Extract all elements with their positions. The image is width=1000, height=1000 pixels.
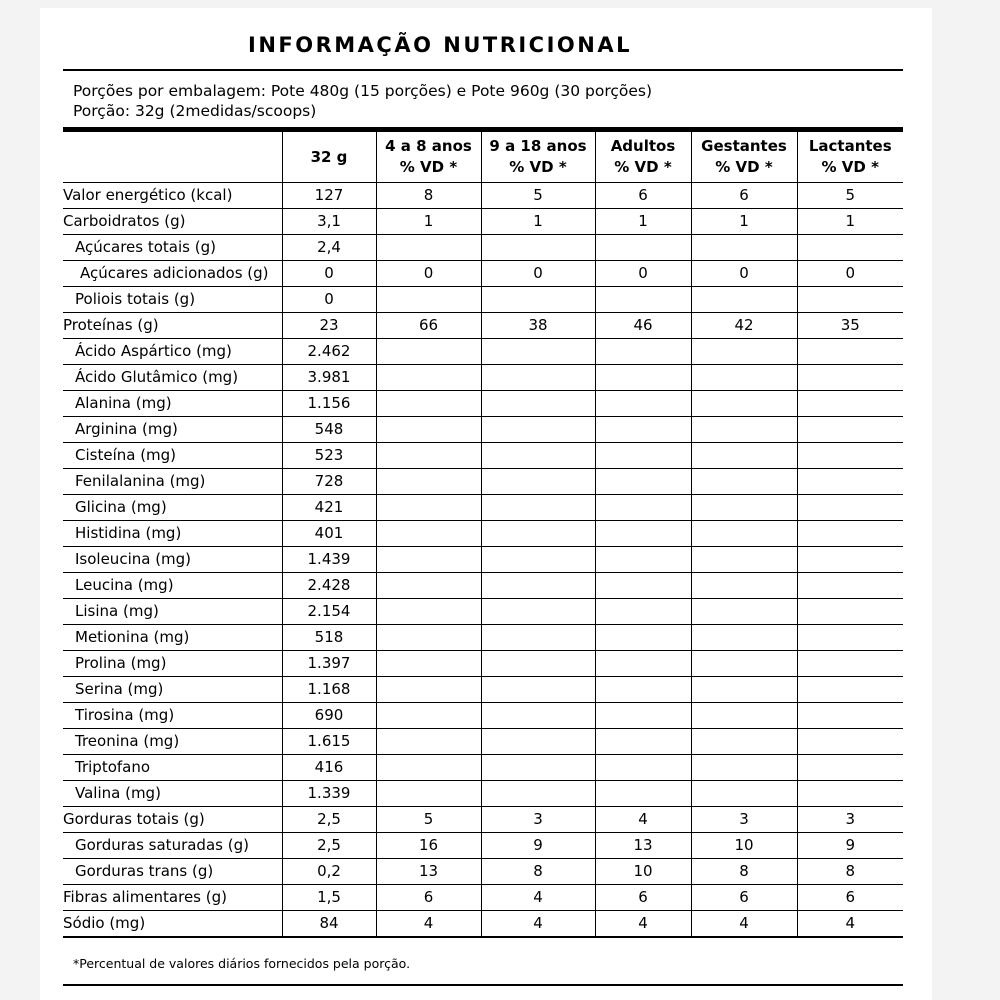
vd-value: 1 [595,209,691,235]
vd-value: 1 [797,209,903,235]
vd-value [376,625,481,651]
vd-value: 8 [481,859,595,885]
vd-value [797,729,903,755]
vd-value [481,339,595,365]
table-row [63,495,903,521]
vd-value: 13 [376,859,481,885]
vd-value [691,651,797,677]
vd-value [481,677,595,703]
portion-value: 1.439 [282,547,376,573]
vd-value [797,651,903,677]
header-pregnant [691,132,797,183]
table-row [63,729,903,755]
vd-value [797,547,903,573]
vd-value [797,391,903,417]
portions-info [73,81,652,121]
nutrient-label: Ácido Aspártico (mg) [63,339,282,365]
vd-value: 1 [481,209,595,235]
portion-value: 1.397 [282,651,376,677]
nutrient-label: Açúcares adicionados (g) [63,261,282,287]
header-pregnant-vd: % VD * [715,158,773,176]
portion-value: 2.462 [282,339,376,365]
table-row [63,859,903,885]
table-row [63,261,903,287]
nutrient-label: Alanina (mg) [63,391,282,417]
table-row [63,469,903,495]
vd-value: 42 [691,313,797,339]
table-row [63,625,903,651]
nutrient-label: Valor energético (kcal) [63,183,282,209]
vd-value [481,365,595,391]
table-row [63,287,903,313]
nutrient-label: Isoleucina (mg) [63,547,282,573]
vd-value [376,365,481,391]
vd-value: 6 [376,885,481,911]
table-row [63,547,903,573]
bottom-divider [63,984,903,986]
header-9-18-years-label: 9 a 18 anos [489,137,587,155]
portion-value: 3,1 [282,209,376,235]
vd-value [595,521,691,547]
table-row [63,573,903,599]
vd-value [797,235,903,261]
page-title: INFORMAÇÃO NUTRICIONAL [248,33,632,57]
header-9-18-years-vd: % VD * [509,158,567,176]
vd-value: 6 [595,183,691,209]
table-row [63,183,903,209]
nutrient-label: Serina (mg) [63,677,282,703]
nutrient-label: Açúcares totais (g) [63,235,282,261]
vd-value [691,599,797,625]
nutrient-label: Lisina (mg) [63,599,282,625]
vd-value: 10 [691,833,797,859]
vd-value [481,547,595,573]
nutrient-label: Gorduras saturadas (g) [63,833,282,859]
portion-value: 523 [282,443,376,469]
table-row [63,651,903,677]
vd-value [595,495,691,521]
table-row [63,521,903,547]
vd-value [376,599,481,625]
vd-value: 4 [595,911,691,938]
portion-value: 690 [282,703,376,729]
header-lactating-label: Lactantes [808,137,892,155]
vd-value [376,755,481,781]
vd-value [481,521,595,547]
portion-value: 2,5 [282,807,376,833]
portion-value: 0 [282,287,376,313]
vd-value [797,521,903,547]
vd-value [691,235,797,261]
vd-value: 4 [481,911,595,938]
vd-value: 1 [691,209,797,235]
vd-value [595,469,691,495]
vd-value [797,443,903,469]
vd-value [481,729,595,755]
vd-value [376,287,481,313]
portion-value: 1.156 [282,391,376,417]
table-row [63,781,903,807]
nutrient-label: Gorduras totais (g) [63,807,282,833]
vd-value [595,573,691,599]
vd-value: 4 [481,885,595,911]
vd-value [595,391,691,417]
vd-value [481,703,595,729]
nutrient-label: Poliois totais (g) [63,287,282,313]
vd-value [595,287,691,313]
vd-value: 0 [481,261,595,287]
nutrient-label: Carboidratos (g) [63,209,282,235]
vd-value [797,365,903,391]
nutrient-label: Leucina (mg) [63,573,282,599]
vd-value: 66 [376,313,481,339]
header-9-18-years [481,132,595,183]
vd-value: 4 [691,911,797,938]
vd-value [691,625,797,651]
vd-value [691,547,797,573]
vd-value [691,443,797,469]
vd-value: 8 [691,859,797,885]
portion-value: 3.981 [282,365,376,391]
portion-value: 23 [282,313,376,339]
vd-value [376,677,481,703]
table-row [63,833,903,859]
vd-value [376,651,481,677]
vd-value [376,443,481,469]
vd-value [376,391,481,417]
footnote: *Percentual de valores diários fornecidos pela porção. [73,956,411,971]
vd-value: 3 [691,807,797,833]
vd-value [691,391,797,417]
vd-value [797,573,903,599]
table-row [63,235,903,261]
table-row [63,703,903,729]
nutrient-label: Cisteína (mg) [63,443,282,469]
nutrient-label: Valina (mg) [63,781,282,807]
vd-value [797,703,903,729]
table-row [63,443,903,469]
table-row [63,885,903,911]
nutrient-label: Proteínas (g) [63,313,282,339]
nutrient-label: Gorduras trans (g) [63,859,282,885]
vd-value [595,729,691,755]
table-row [63,365,903,391]
portion-value: 84 [282,911,376,938]
header-4-8-years-vd: % VD * [399,158,458,176]
vd-value: 38 [481,313,595,339]
vd-value [481,417,595,443]
header-lactating-vd: % VD * [821,158,879,176]
table-row [63,599,903,625]
vd-value: 13 [595,833,691,859]
vd-value [481,391,595,417]
nutrient-label: Prolina (mg) [63,651,282,677]
vd-value [376,703,481,729]
vd-value [376,339,481,365]
header-lactating [797,132,903,183]
vd-value [797,495,903,521]
top-divider [63,69,903,71]
nutrient-label: Glicina (mg) [63,495,282,521]
vd-value: 10 [595,859,691,885]
vd-value: 0 [376,261,481,287]
vd-value [595,781,691,807]
vd-value [797,469,903,495]
vd-value [376,469,481,495]
vd-value: 4 [797,911,903,938]
vd-value [481,287,595,313]
nutrient-label: Fibras alimentares (g) [63,885,282,911]
vd-value [595,651,691,677]
portion-value: 0 [282,261,376,287]
nutrient-label: Treonina (mg) [63,729,282,755]
vd-value [481,651,595,677]
vd-value: 9 [481,833,595,859]
vd-value [691,495,797,521]
vd-value [691,521,797,547]
vd-value [691,417,797,443]
vd-value [595,703,691,729]
vd-value: 0 [595,261,691,287]
nutrient-label: Ácido Glutâmico (mg) [63,365,282,391]
vd-value: 5 [481,183,595,209]
vd-value: 0 [797,261,903,287]
vd-value: 16 [376,833,481,859]
vd-value [595,365,691,391]
portion-value: 2,4 [282,235,376,261]
nutrient-label: Fenilalanina (mg) [63,469,282,495]
vd-value [595,599,691,625]
header-portion: 32 g [282,132,376,183]
vd-value [595,443,691,469]
nutrient-label: Sódio (mg) [63,911,282,938]
vd-value [595,755,691,781]
header-4-8-years-label: 4 a 8 anos [385,137,472,155]
portion-value: 2.428 [282,573,376,599]
table-row [63,313,903,339]
vd-value: 6 [797,885,903,911]
header-pregnant-label: Gestantes [701,137,787,155]
portions-per-package: Porções por embalagem: Pote 480g (15 porções) e Pote 960g (30 porções) [73,82,653,100]
nutrition-table [63,132,903,938]
vd-value [376,573,481,599]
vd-value [691,339,797,365]
nutrient-label: Metionina (mg) [63,625,282,651]
vd-value: 46 [595,313,691,339]
vd-value [376,235,481,261]
vd-value [481,443,595,469]
vd-value [376,495,481,521]
table-row [63,911,903,938]
vd-value [797,677,903,703]
vd-value [376,781,481,807]
vd-value [691,365,797,391]
vd-value [376,417,481,443]
vd-value [481,235,595,261]
vd-value [481,781,595,807]
vd-value: 4 [376,911,481,938]
vd-value: 9 [797,833,903,859]
vd-value [376,547,481,573]
vd-value [481,573,595,599]
vd-value [797,781,903,807]
vd-value [691,755,797,781]
vd-value [691,703,797,729]
portion-value: 127 [282,183,376,209]
vd-value [481,755,595,781]
header-nutrient [63,132,282,183]
vd-value [691,729,797,755]
nutrient-label: Histidina (mg) [63,521,282,547]
vd-value [376,729,481,755]
vd-value: 6 [691,183,797,209]
vd-value: 8 [376,183,481,209]
vd-value [691,677,797,703]
header-4-8-years [376,132,481,183]
nutrient-label: Arginina (mg) [63,417,282,443]
vd-value [797,417,903,443]
table-row [63,339,903,365]
vd-value: 0 [691,261,797,287]
nutrient-label: Triptofano [63,755,282,781]
table-row [63,807,903,833]
vd-value: 6 [691,885,797,911]
vd-value [481,599,595,625]
portion-value: 401 [282,521,376,547]
nutrition-table-body [63,183,903,938]
portion-value: 0,2 [282,859,376,885]
portion-value: 1.168 [282,677,376,703]
table-header-row [63,132,903,183]
vd-value [481,469,595,495]
portion-value: 1.339 [282,781,376,807]
vd-value [595,625,691,651]
table-row [63,677,903,703]
portion-value: 548 [282,417,376,443]
header-adults [595,132,691,183]
vd-value [691,469,797,495]
table-row [63,209,903,235]
portion-value: 1,5 [282,885,376,911]
vd-value [595,547,691,573]
vd-value: 1 [376,209,481,235]
vd-value [797,339,903,365]
portion-size: Porção: 32g (2medidas/scoops) [73,102,317,120]
portion-value: 518 [282,625,376,651]
vd-value: 3 [797,807,903,833]
vd-value [595,417,691,443]
vd-value: 6 [595,885,691,911]
table-row [63,391,903,417]
vd-value [481,625,595,651]
portion-value: 2,5 [282,833,376,859]
portion-value: 421 [282,495,376,521]
portion-value: 416 [282,755,376,781]
vd-value: 3 [481,807,595,833]
vd-value [797,755,903,781]
portion-value: 728 [282,469,376,495]
vd-value [797,599,903,625]
nutrient-label: Tirosina (mg) [63,703,282,729]
vd-value [691,781,797,807]
table-row [63,755,903,781]
vd-value [595,235,691,261]
vd-value: 35 [797,313,903,339]
vd-value [797,625,903,651]
vd-value: 8 [797,859,903,885]
vd-value [797,287,903,313]
header-adults-vd: % VD * [614,158,672,176]
vd-value [595,677,691,703]
vd-value: 4 [595,807,691,833]
vd-value [691,573,797,599]
vd-value: 5 [376,807,481,833]
vd-value [595,339,691,365]
vd-value: 5 [797,183,903,209]
header-adults-label: Adultos [610,137,676,155]
table-row [63,417,903,443]
vd-value [691,287,797,313]
vd-value [481,495,595,521]
portion-value: 2.154 [282,599,376,625]
vd-value [376,521,481,547]
portion-value: 1.615 [282,729,376,755]
